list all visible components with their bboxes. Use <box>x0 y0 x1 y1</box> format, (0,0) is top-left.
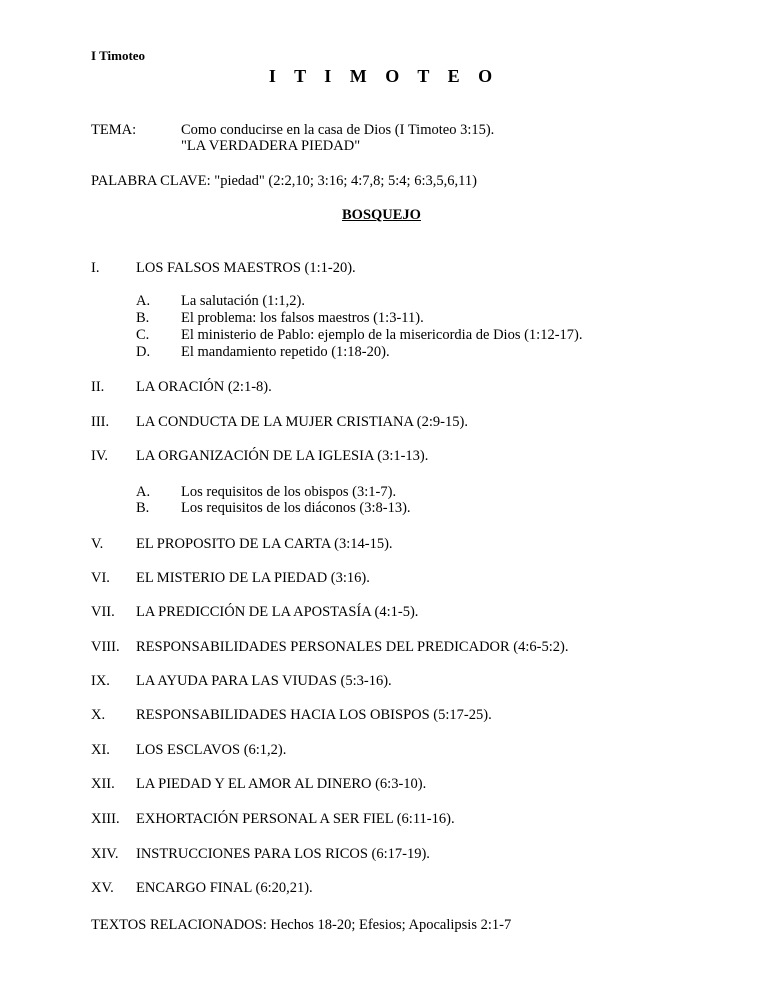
outline-num: III. <box>91 414 110 430</box>
sub-letter: B. <box>136 500 150 516</box>
sub-letter: A. <box>136 484 151 500</box>
outline-item: LA PIEDAD Y EL AMOR AL DINERO (6:3-10). <box>136 776 427 792</box>
outline-num: XI. <box>91 742 110 758</box>
outline-num: II. <box>91 379 105 395</box>
outline-num: IV. <box>91 448 109 464</box>
sub-letter: C. <box>136 327 150 343</box>
outline-num: X. <box>91 707 106 723</box>
page-title: I T I M O T E O <box>268 66 500 86</box>
outline-num: XIV. <box>91 846 119 862</box>
outline-num: IX. <box>91 673 110 689</box>
tema-line-2: "LA VERDADERA PIEDAD" <box>181 138 361 154</box>
sub-letter: A. <box>136 293 151 309</box>
sub-item: La salutación (1:1,2). <box>181 293 306 309</box>
outline-num: XV. <box>91 880 114 896</box>
outline-item: RESPONSABILIDADES PERSONALES DEL PREDICADOR (4:6-5:2). <box>136 639 569 655</box>
outline-num: V. <box>91 536 104 552</box>
palabra-clave: PALABRA CLAVE: "piedad" (2:2,10; 3:16; 4:7,8; 5:4; 6:3,5,6,11) <box>91 173 477 189</box>
sub-letter: D. <box>136 344 151 360</box>
outline-num: I. <box>91 260 100 276</box>
outline-item: LA CONDUCTA DE LA MUJER CRISTIANA (2:9-15). <box>136 414 468 430</box>
outline-item: LA ORGANIZACIÓN DE LA IGLESIA (3:1-13). <box>136 448 429 464</box>
sub-item: Los requisitos de los diáconos (3:8-13). <box>181 500 411 516</box>
outline-item: LOS FALSOS MAESTROS (1:1-20). <box>136 260 356 276</box>
outline-num: VII. <box>91 604 115 620</box>
outline-item: ENCARGO FINAL (6:20,21). <box>136 880 313 896</box>
textos-relacionados: TEXTOS RELACIONADOS: Hechos 18-20; Efesios; Apocalipsis 2:1-7 <box>91 917 512 933</box>
running-header: I Timoteo <box>91 48 146 63</box>
tema-line-1: Como conducirse en la casa de Dios (I Timoteo 3:15). <box>181 122 495 138</box>
sub-item: El problema: los falsos maestros (1:3-11). <box>181 310 424 326</box>
bosquejo-heading: BOSQUEJO <box>342 207 421 223</box>
outline-item: RESPONSABILIDADES HACIA LOS OBISPOS (5:17-25). <box>136 707 492 723</box>
sub-item: El mandamiento repetido (1:18-20). <box>181 344 390 360</box>
outline-item: EL MISTERIO DE LA PIEDAD (3:16). <box>136 570 370 586</box>
outline-item: LOS ESCLAVOS (6:1,2). <box>136 742 287 758</box>
tema-label: TEMA: <box>91 122 137 138</box>
outline-item: LA AYUDA PARA LAS VIUDAS (5:3-16). <box>136 673 392 689</box>
outline-item: EXHORTACIÓN PERSONAL A SER FIEL (6:11-16). <box>136 811 455 827</box>
sub-item: Los requisitos de los obispos (3:1-7). <box>181 484 397 500</box>
outline-item: LA ORACIÓN (2:1-8). <box>136 379 272 395</box>
sub-letter: B. <box>136 310 150 326</box>
outline-num: XII. <box>91 776 115 792</box>
outline-item: LA PREDICCIÓN DE LA APOSTASÍA (4:1-5). <box>136 604 419 620</box>
outline-item: EL PROPOSITO DE LA CARTA (3:14-15). <box>136 536 393 552</box>
outline-num: VI. <box>91 570 110 586</box>
sub-item: El ministerio de Pablo: ejemplo de la misericordia de Dios (1:12-17). <box>181 327 583 343</box>
outline-num: VIII. <box>91 639 120 655</box>
outline-num: XIII. <box>91 811 120 827</box>
outline-item: INSTRUCCIONES PARA LOS RICOS (6:17-19). <box>136 846 430 862</box>
